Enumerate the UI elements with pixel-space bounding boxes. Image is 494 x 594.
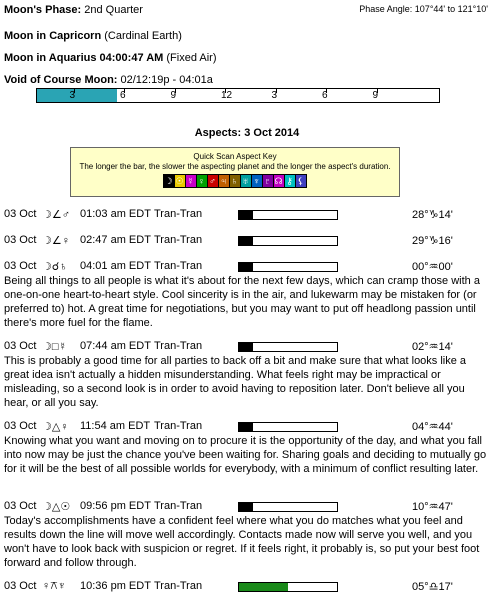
aspect-time: 01:03 am EDT [80, 208, 151, 220]
aspect-duration-fill [239, 583, 288, 591]
aspect-duration-bar [238, 236, 338, 246]
planet-glyph-icon: ⚷ [284, 174, 296, 188]
moon-phase-row [4, 4, 143, 16]
aspect-duration-bar [238, 502, 338, 512]
aspect-duration-fill [239, 423, 253, 431]
aspect-duration-fill [239, 263, 253, 271]
aspect-duration-fill [239, 343, 253, 351]
aspect-row [4, 420, 234, 434]
planet-glyph-icon: ☽ [164, 176, 173, 186]
moon-ingress-label: Moon in Aquarius 04:00:47 AM [4, 52, 164, 64]
aspect-kind: Tran-Tran [154, 208, 203, 220]
moon-sign-quality: (Cardinal Earth) [104, 30, 182, 42]
quick-scan-title: Quick Scan Aspect Key [193, 152, 277, 161]
moon-sign-label: Moon in Capricorn [4, 30, 102, 42]
aspect-date: 03 Oct [4, 340, 37, 352]
moon-phase-value: 2nd Quarter [84, 4, 143, 16]
aspect-duration-bar [238, 422, 338, 432]
aspect-date: 03 Oct [4, 260, 37, 272]
voc-tick-label: 9 [170, 90, 177, 101]
aspect-duration-bar [238, 582, 338, 592]
aspect-duration-bar [238, 262, 338, 272]
planet-glyph-icon: ♃ [218, 174, 230, 188]
aspect-glyphs: ☽∠♀ [42, 235, 70, 247]
planet-glyph-icon: ⚸ [295, 174, 307, 188]
aspect-duration-fill [239, 237, 253, 245]
aspect-glyphs: ♀⚻♆ [42, 580, 66, 592]
aspect-interpretation: Being all things to all people is what it's about for the next few days, which can cramp those with a one-on-one heart-to-heart style. Cool sincerity is in the air, and lukewarm may be mistaken for (or preferred to) hot. A great time for negotiations, but you may want to put off headlong passion until there's more fuel for the flame. [4, 275, 480, 329]
quick-scan-glyphs [71, 174, 399, 188]
moon-phase-label: Moon's Phase: [4, 4, 82, 16]
voc-tick-label: 9 [372, 90, 379, 101]
quick-scan-key [70, 147, 400, 197]
aspect-kind: Tran-Tran [154, 234, 203, 246]
aspect-glyphs: ☽∠♂ [42, 209, 70, 221]
aspect-row [4, 208, 234, 222]
voc-row [4, 74, 213, 86]
aspect-date: 03 Oct [4, 208, 37, 220]
aspect-position: 28°♑14' [412, 209, 453, 221]
aspect-interpretation: Knowing what you want and moving on to procure it is the opportunity of the day, and what you fall into now may be just the chance you've been waiting for. Sharing goals and deciding to mutually go for it will be the best of all possible worlds for everybody, with a minimum of conflict resulting later. [4, 435, 487, 475]
aspect-time: 07:44 am EDT [80, 340, 151, 352]
planet-glyph-icon: ☉ [175, 176, 184, 186]
aspect-duration-bar [238, 342, 338, 352]
aspect-row [4, 580, 234, 594]
planet-glyph-icon: ♇ [262, 174, 274, 188]
voc-tick-label: 6 [322, 90, 328, 101]
aspect-kind: Tran-Tran [154, 260, 203, 272]
planet-glyph-icon: ♄ [229, 174, 241, 188]
aspects-title: Aspects: 3 Oct 2014 [194, 127, 300, 139]
aspect-duration-fill [239, 211, 253, 219]
planet-glyph-icon: ☊ [274, 176, 283, 186]
planet-glyph-icon: ♀ [196, 174, 208, 188]
aspect-time: 11:54 am EDT [80, 420, 151, 432]
voc-tick-label: 3 [69, 90, 76, 101]
aspect-date: 03 Oct [4, 420, 37, 432]
aspect-glyphs: ☽☌♄ [42, 261, 68, 273]
aspect-date: 03 Oct [4, 580, 37, 592]
aspect-row [4, 500, 234, 514]
aspect-position: 10°♒47' [412, 501, 453, 513]
aspect-position: 00°♒00' [412, 261, 453, 273]
aspect-position: 04°♒44' [412, 421, 453, 433]
aspect-glyphs: ☽□☿ [42, 341, 67, 353]
aspect-kind: Tran-Tran [154, 340, 203, 352]
voc-label: Void of Course Moon: [4, 74, 118, 86]
voc-timeline [36, 88, 440, 103]
moon-ingress-row [4, 52, 217, 64]
voc-tick-label: 12 [221, 90, 233, 101]
aspect-interpretation: Today's accomplishments have a confident feel where what you do matches what you feel and results down the line will move well accordingly. Contacts made now will serve you well, and you won't have to look back with suspicion or regret. If it feels right, it probably is, so put your best foot forward and follow through. [4, 515, 480, 569]
aspect-position: 05°♎17' [412, 581, 453, 593]
planet-glyph-icon: ♆ [251, 174, 263, 188]
aspect-position: 29°♑16' [412, 235, 453, 247]
aspect-glyphs: ☽△☉ [42, 501, 71, 513]
aspect-row [4, 234, 234, 248]
aspect-time: 02:47 am EDT [80, 234, 151, 246]
aspect-position: 02°♒14' [412, 341, 453, 353]
aspect-duration-bar [238, 210, 338, 220]
planet-glyph-icon: ☿ [185, 174, 197, 188]
aspect-kind: Tran-Tran [154, 500, 203, 512]
phase-angle-label: Phase Angle: [359, 4, 413, 14]
moon-ingress-quality: (Fixed Air) [166, 52, 217, 64]
voc-timeline-ticks [37, 89, 439, 102]
aspect-row [4, 340, 234, 354]
moon-sign-row [4, 30, 182, 42]
aspect-time: 10:36 pm EDT [80, 580, 151, 592]
aspect-kind: Tran-Tran [154, 580, 203, 592]
aspect-kind: Tran-Tran [154, 420, 203, 432]
voc-tick-label: 6 [120, 90, 126, 101]
aspect-interpretation: This is probably a good time for all parties to back off a bit and make sure that what looks like a great idea isn't actually a hidden misunderstanding. What feels right may be impractical or misleading, so a second look is in order to avoid having to reposition later. Don't believe all you hear, or all you say. [4, 355, 467, 409]
quick-scan-description: The longer the bar, the slower the aspecting planet and the longer the aspect's duration. [79, 162, 391, 171]
planet-glyph-icon: ♂ [207, 174, 219, 188]
voc-value: 02/12:19p - 04:01a [120, 74, 213, 86]
planet-glyph-icon: ♅ [240, 174, 252, 188]
phase-angle-value: 107°44' to 121°10' [414, 4, 488, 14]
aspect-row [4, 260, 234, 274]
aspect-time: 04:01 am EDT [80, 260, 151, 272]
aspect-time: 09:56 pm EDT [80, 500, 151, 512]
aspect-glyphs: ☽△♀ [42, 421, 69, 433]
aspect-date: 03 Oct [4, 500, 37, 512]
aspect-date: 03 Oct [4, 234, 37, 246]
phase-angle [359, 4, 488, 14]
aspect-duration-fill [239, 503, 253, 511]
voc-tick-label: 3 [271, 90, 278, 101]
